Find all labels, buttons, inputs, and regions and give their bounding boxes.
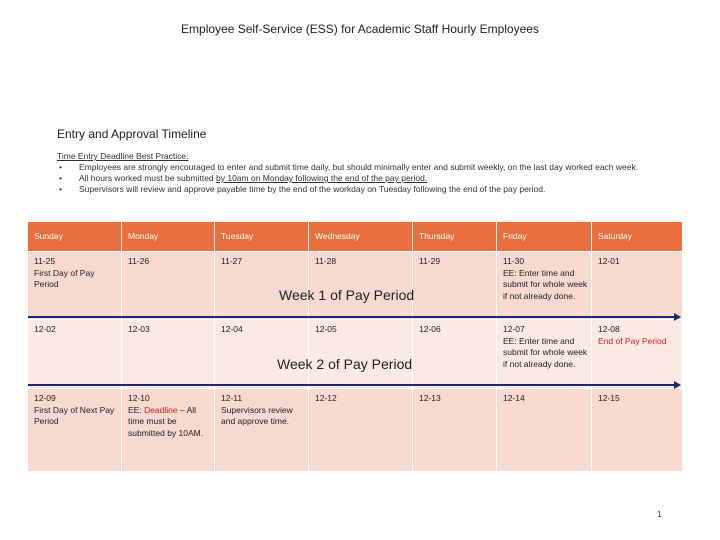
day-cell <box>497 388 592 471</box>
best-practice-bullet: • Supervisors will review and approve payable time by the end of the workday on Tuesday following the end of the pay period. <box>57 184 697 195</box>
end-of-pay-period-note: End of Pay Period <box>598 335 667 346</box>
best-practice-block <box>57 151 697 195</box>
day-note: EE: Enter time and submit for whole week if not already done. <box>503 267 588 301</box>
note-suffix: – All time must be submitted by 10AM. <box>128 404 204 438</box>
day-note: First Day of Next Pay Period <box>34 404 115 426</box>
page-title: Employee Self-Service (ESS) for Academic Staff Hourly Employees <box>181 22 539 36</box>
day-cell <box>592 251 682 319</box>
date-label: 11-28 <box>315 256 337 266</box>
calendar-header-row <box>28 222 682 251</box>
date-label: 12-01 <box>598 256 620 266</box>
day-cell <box>215 251 309 319</box>
page-number: 1 <box>657 510 662 519</box>
day-cell <box>592 319 682 388</box>
calendar-week-row <box>28 251 682 319</box>
date-label: 12-12 <box>315 393 337 403</box>
date-label: 12-13 <box>419 393 441 403</box>
week-2-arrow <box>28 384 678 386</box>
day-cell <box>122 319 215 388</box>
date-label: 12-08 <box>598 324 620 334</box>
day-cell <box>28 388 122 471</box>
day-cell <box>309 251 413 319</box>
day-cell <box>122 251 215 319</box>
date-label: 12-02 <box>34 324 56 334</box>
pay-period-calendar <box>28 222 682 471</box>
date-label: 11-29 <box>419 256 441 266</box>
day-cell <box>413 388 497 471</box>
day-cell <box>497 319 592 388</box>
best-practice-bullet: • Employees are strongly encouraged to enter and submit time daily, but should minimally enter and submit weekly, on the last day worked each week. <box>57 162 697 173</box>
day-cell <box>215 319 309 388</box>
date-label: 12-07 <box>503 324 525 334</box>
week-1-label: Week 1 of Pay Period <box>279 287 415 303</box>
day-header-thursday: Thursday <box>413 222 497 251</box>
day-cell <box>413 251 497 319</box>
day-cell <box>497 251 592 319</box>
day-header-sunday: Sunday <box>28 222 122 251</box>
note-prefix: EE: <box>128 404 145 415</box>
day-note: First Day of Pay Period <box>34 267 95 289</box>
day-header-friday: Friday <box>497 222 592 251</box>
date-label: 12-06 <box>419 324 441 334</box>
best-practice-bullet <box>57 173 697 184</box>
bullet-text: All hours worked must be submitted <box>79 173 217 183</box>
date-label: 12-09 <box>34 393 56 403</box>
deadline-note <box>128 405 214 440</box>
calendar-week-row <box>28 319 682 388</box>
day-note: EE: Enter time and submit for whole week if not already done. <box>503 335 588 369</box>
day-note: Supervisors review and approve time. <box>221 404 293 426</box>
day-cell <box>122 388 215 471</box>
week-2-label: Week 2 of Pay Period <box>277 356 413 372</box>
date-label: 12-03 <box>128 324 150 334</box>
best-practice-heading: Time Entry Deadline Best Practice: <box>57 151 189 161</box>
week-1-arrow <box>28 316 678 318</box>
date-label: 12-04 <box>221 324 243 334</box>
best-practice-list <box>57 162 697 195</box>
date-label: 12-14 <box>503 393 525 403</box>
day-header-tuesday: Tuesday <box>215 222 309 251</box>
day-cell <box>413 319 497 388</box>
date-label: 11-26 <box>128 256 150 266</box>
day-header-saturday: Saturday <box>592 222 682 251</box>
date-label: 12-15 <box>598 393 620 403</box>
date-label: 12-11 <box>221 393 243 403</box>
day-cell <box>309 319 413 388</box>
day-header-wednesday: Wednesday <box>309 222 413 251</box>
day-cell <box>28 251 122 319</box>
deadline-word: Deadline <box>144 404 178 415</box>
day-cell <box>309 388 413 471</box>
day-cell <box>215 388 309 471</box>
section-subtitle: Entry and Approval Timeline <box>57 127 207 141</box>
date-label: 11-25 <box>34 256 56 266</box>
calendar-week-row <box>28 388 682 471</box>
day-cell <box>28 319 122 388</box>
day-header-monday: Monday <box>122 222 215 251</box>
date-label: 12-10 <box>128 393 150 403</box>
date-label: 11-27 <box>221 256 243 266</box>
date-label: 11-30 <box>503 256 525 266</box>
day-cell <box>592 388 682 471</box>
bullet-deadline-underlined: by 10am on Monday following the end of the pay period. <box>216 173 428 183</box>
date-label: 12-05 <box>315 324 337 334</box>
